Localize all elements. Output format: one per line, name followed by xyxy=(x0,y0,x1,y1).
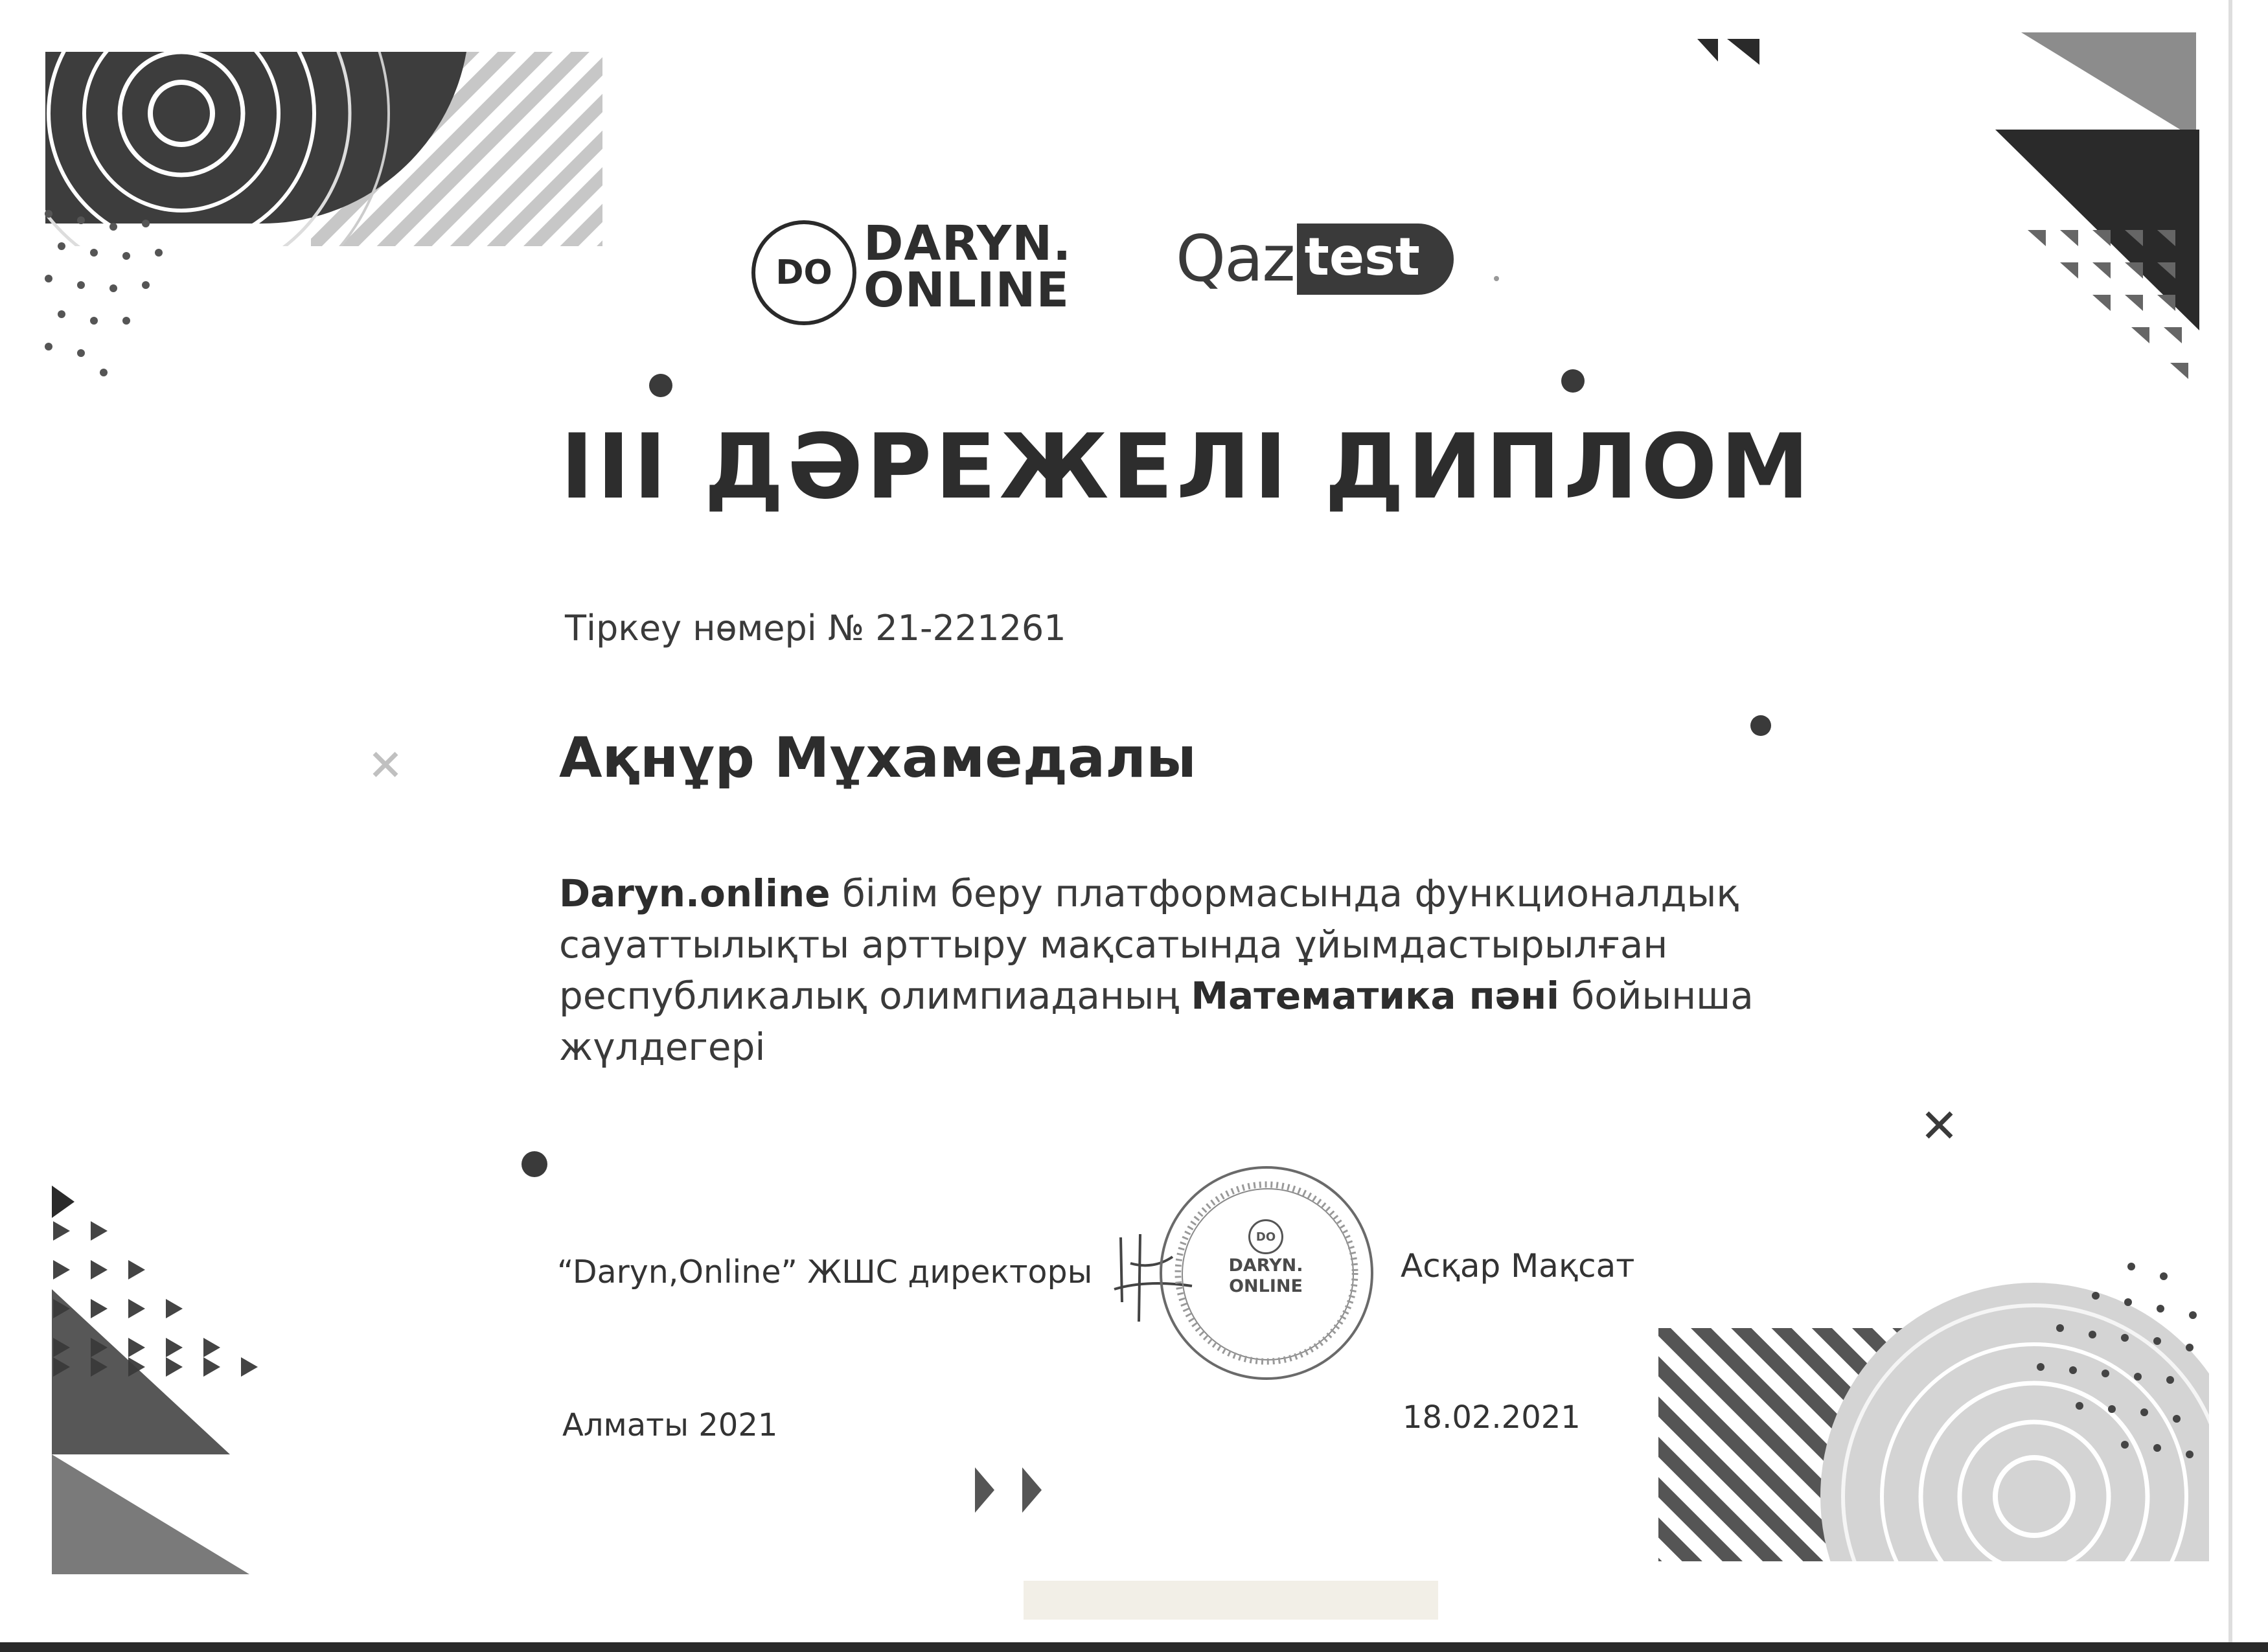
qaztest-logo xyxy=(1176,214,1454,304)
platform-name: Daryn.online xyxy=(559,871,830,915)
daryn-logo-text xyxy=(864,216,1072,318)
qaztest-logo-qaz: Qaz xyxy=(1176,222,1294,296)
recipient-name: Ақнұр Мұхамедалы xyxy=(559,726,1197,790)
qaztest-logo-test: test xyxy=(1297,224,1454,295)
bottom-left-decoration xyxy=(52,1186,258,1574)
daryn-logo-line2: ONLINE xyxy=(864,262,1070,318)
registration-number: Тіркеу нөмері № 21-221261 xyxy=(565,608,1066,648)
stamp-word-line1: DARYN. xyxy=(1228,1256,1303,1276)
city-year: Алматы 2021 xyxy=(562,1407,778,1443)
description-text-2: бойынша жүлдегері xyxy=(559,974,1754,1069)
daryn-logo-mark: DO xyxy=(751,220,856,325)
issue-date: 18.02.2021 xyxy=(1403,1399,1581,1436)
top-left-decoration xyxy=(0,0,602,321)
description-text-1: білім беру платформасында функционалдық сауаттылықты арттыру мақсатында ұйымдастырылған республикалық олимпиаданың xyxy=(559,871,1739,1018)
diploma-title: III ДӘРЕЖЕЛІ ДИПЛОМ xyxy=(560,415,1813,519)
daryn-logo-line1: DARYN. xyxy=(864,216,1072,271)
stamp-do-mark: DO xyxy=(1248,1219,1283,1254)
official-stamp xyxy=(1160,1166,1373,1380)
bottom-arrows-decoration xyxy=(975,1467,1042,1513)
bottom-right-decoration xyxy=(1658,1263,2248,1652)
award-description xyxy=(559,868,1894,1073)
stamp-word-line2: ONLINE xyxy=(1229,1276,1303,1296)
top-left-dots xyxy=(45,210,163,376)
signatory-title: “Daryn,Online” ЖШС директоры xyxy=(557,1254,1093,1291)
stamp-logo xyxy=(1227,1219,1305,1296)
signatory-name: Асқар Мақсат xyxy=(1401,1247,1635,1285)
subject-name: Математика пәні xyxy=(1191,974,1560,1018)
top-right-decoration xyxy=(1697,32,2199,379)
